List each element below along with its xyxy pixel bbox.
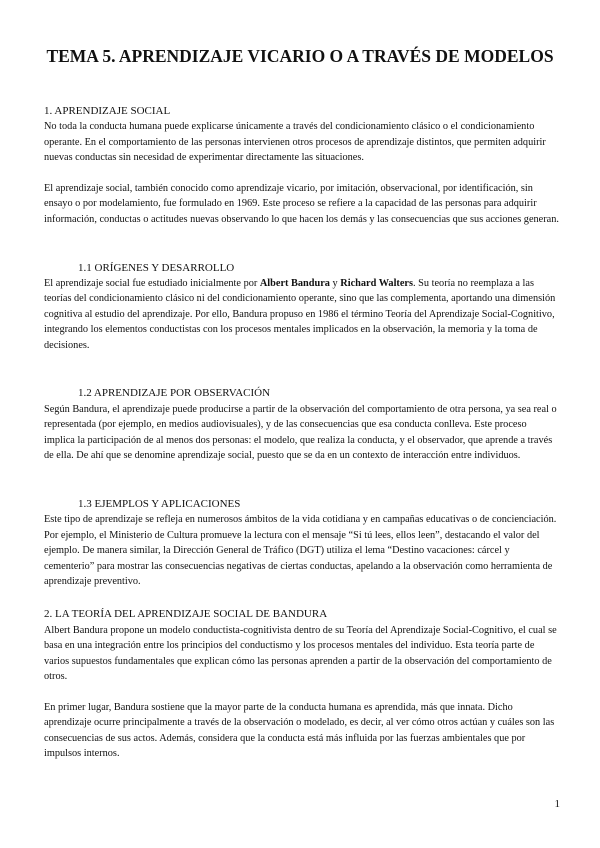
- paragraph: Este tipo de aprendizaje se refleja en numerosos ámbitos de la vida cotidiana y en campañas educativas o de concienciación. Por ejemplo, el Ministerio de Cultura promueve la lectura con el mensaje “Si tú lees, ellos leen”, destacando el valor del ejemplo. De manera similar, la Dirección General de Tráfico (DGT) utiliza el lema “Destino vacaciones: cárcel y cementerio” para mostrar las consecuencias negativas de ciertas conductas, apelando a la observación como herramienta de aprendizaje preventivo.: [44, 514, 557, 587]
- text-span: . Su teoría no reemplaza a las teorías del condicionamiento clásico ni del condicionamiento operante, sino que las complementa, aportando una dimensión cognitiva al estudio del aprendizaje. Por ello, Bandura propuso en 1986 el término Teoría del Aprendizaje Social-Cognitivo, integrando los elementos conductistas con los procesos mentales implicados en la observación, la memoria y la toma de decisiones.: [44, 278, 556, 351]
- author-name-walters: Richard Walters: [340, 278, 414, 290]
- author-name-bandura: Albert Bandura: [259, 278, 330, 290]
- text-span: y: [329, 278, 341, 290]
- section-heading-teoria-bandura: 2. LA TEORÍA DEL APRENDIZAJE SOCIAL DE BANDURA: [44, 608, 328, 621]
- paragraph: El aprendizaje social, también conocido como aprendizaje vicario, por imitación, observacional, por identificación, sin ensayo o por modelamiento, fue formulado en 1969. Este proceso se refiere a la capacidad de las personas para adquirir información, conductas o actitudes nuevas observando lo que hacen los demás y las consecuencias que sus acciones generan.: [44, 183, 559, 225]
- subsection-heading-ejemplos: 1.3 EJEMPLOS Y APLICACIONES: [78, 497, 241, 510]
- paragraph: Albert Bandura propone un modelo conductista-cognitivista dentro de su Teoría del Aprendizaje Social-Cognitivo, el cual se basa en una integración entre los principios del conductismo y los procesos mentales del individuo. Esta teoría parte de varios supuestos fundamentales que explican cómo las personas aprenden a partir de la observación del comportamiento de otros.: [44, 624, 557, 682]
- subsection-heading-origenes: 1.1 ORÍGENES Y DESARROLLO: [78, 261, 235, 274]
- subsection-heading-observacion: 1.2 APRENDIZAJE POR OBSERVACIÓN: [78, 387, 271, 400]
- section-heading-aprendizaje-social: 1. APRENDIZAJE SOCIAL: [44, 105, 171, 117]
- paragraph: [44, 276, 560, 353]
- document-body: [44, 104, 560, 761]
- page-title: TEMA 5. APRENDIZAJE VICARIO O A TRAVÉS DE MODELOS: [46, 46, 554, 66]
- paragraph: No toda la conducta humana puede explicarse únicamente a través del condicionamiento clásico o el condicionamiento operante. En el comportamiento de las personas intervienen otros procesos de aprendizaje distintos, que permiten adquirir nuevas conductas sin necesidad de experimentar directamente las situaciones.: [44, 121, 546, 164]
- paragraph: En primer lugar, Bandura sostiene que la mayor parte de la conducta humana es aprendida, más que innata. Dicho aprendizaje ocurre principalmente a través de la observación o modelado, es decir, al ver cómo otros actúan y cuáles son las consecuencias de sus actos. Además, considera que la conducta está más influida por las fuerzas ambientales que por impulsos internos.: [44, 701, 555, 759]
- paragraph: Según Bandura, el aprendizaje puede producirse a partir de la observación del comportamiento de otra persona, ya sea real o representada (por ejemplo, en medios audiovisuales), y de las consecuencias que esa conducta conlleva. Este proceso implica la participación de al menos dos personas: el modelo, que realiza la conducta, y el observador, que aprende a través de ella. De ahí que se denomine aprendizaje social, puesto que se da en un contexto de interacción entre individuos.: [44, 403, 557, 462]
- page-number: 1: [554, 798, 560, 810]
- text-span: El aprendizaje social fue estudiado inicialmente por: [44, 278, 260, 290]
